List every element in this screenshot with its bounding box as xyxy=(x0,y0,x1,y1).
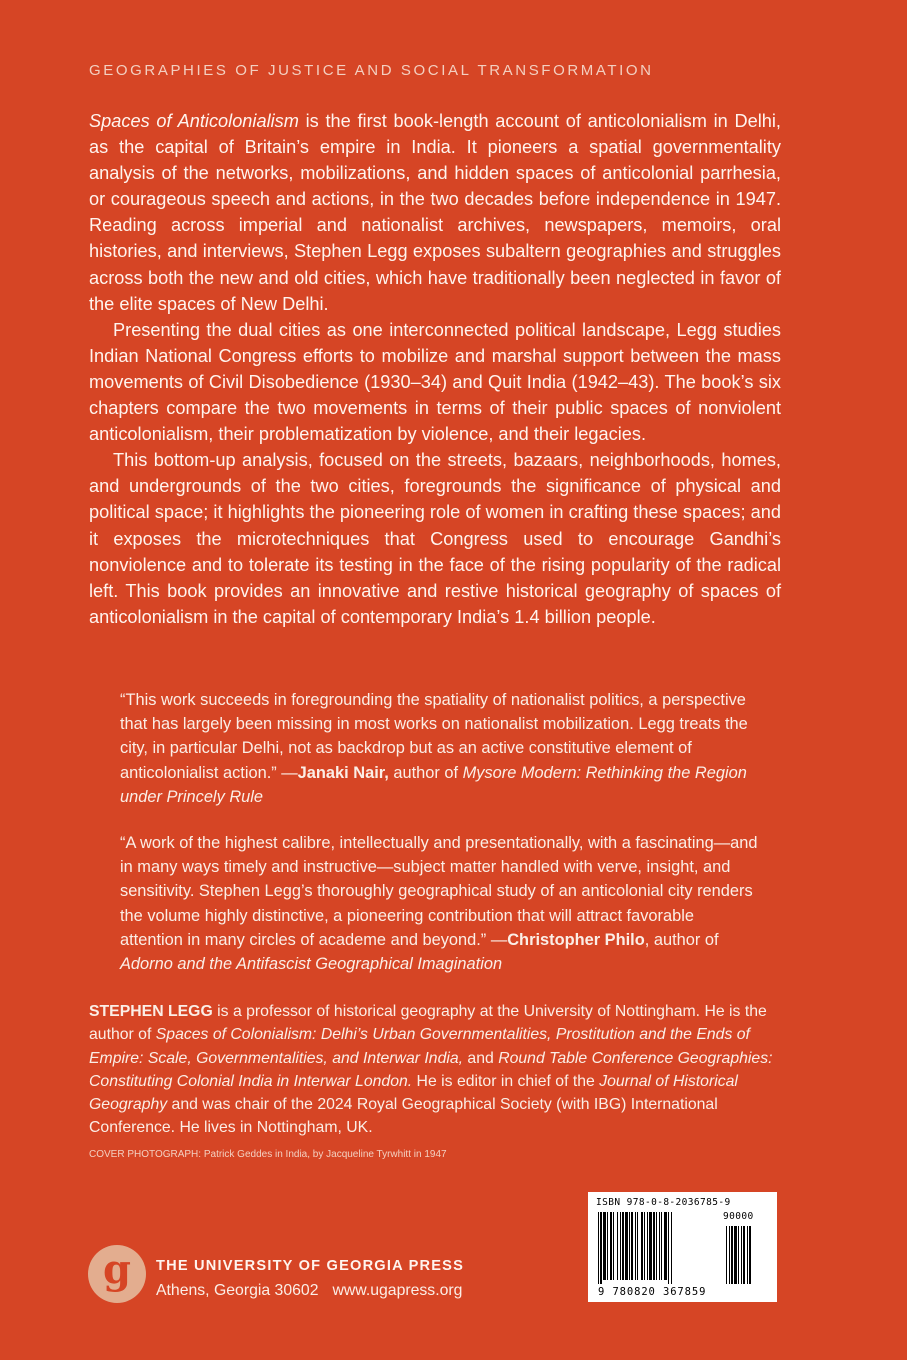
barcode-bar xyxy=(631,1212,633,1280)
barcode-addon-bar xyxy=(731,1226,733,1284)
book-title: Spaces of Anticolonialism xyxy=(89,111,299,131)
barcode-bar xyxy=(637,1212,638,1280)
description-paragraph-1: Spaces of Anticolonialism is the first book-length account of anticolonialism in Delhi, as the capital of Britain’s empire in India. It pioneers a spatial governmentality analysis of the networks, mobilizations, and hidden spaces of anticolonial parrhesia, or courageous speech and actions, in the two decades before independence in 1947. Reading across imperial and nationalist archives, newspapers, memoirs, oral histories, and interviews, Stephen Legg exposes subaltern geographies and struggles across both the new and old cities, which have traditionally been neglected in favor of the elite spaces of New Delhi. xyxy=(89,111,781,314)
publisher-address: Athens, Georgia 30602 www.ugapress.org xyxy=(156,1282,463,1299)
barcode-addon-bar xyxy=(741,1226,742,1284)
book-description xyxy=(89,108,781,630)
barcode-bar xyxy=(647,1212,648,1280)
barcode-bars xyxy=(596,1212,771,1284)
author-bio: STEPHEN LEGG is a professor of historical geography at the University of Nottingham. He is the author of Spaces of Colonialism: Delhi’s Urban Governmentalities, Prostitution and the Ends of Empire: Scale, Governmentalities, and Interwar India, and Round Table Conference Geographies: Constituting Colonial India in Interwar London. He is editor in chief of the Journal of Historical Geography and was chair of the 2024 Royal Geographical Society (with IBG) International Conference. He lives in Nottingham, UK. xyxy=(89,1003,773,1137)
isbn-label: ISBN 978-0-8-2036785-9 xyxy=(596,1197,731,1208)
barcode-addon-bar xyxy=(749,1226,751,1284)
barcode-bar xyxy=(664,1212,667,1280)
barcode-bar xyxy=(622,1212,624,1280)
barcode-bar xyxy=(603,1212,606,1280)
svg-text:g: g xyxy=(103,1246,131,1293)
barcode-addon-bar xyxy=(747,1226,748,1284)
barcode-addon-bar xyxy=(726,1226,727,1284)
barcode-addon-bar xyxy=(743,1226,745,1284)
barcode-bar xyxy=(668,1212,669,1284)
endorser-name: Christopher Philo xyxy=(507,930,645,949)
barcode-bar xyxy=(625,1212,628,1280)
endorsement-quote: “A work of the highest calibre, intellectually and presentationally, with a fascinating—and in many ways timely and instructive—subject matter handled with verve, insight, and sensitivity. Stephen Legg’s thoroughly geographical study of an anticolonial city renders the volume highly distinctive, a pioneering contribution that will attract favorable attention in many circles of academe and beyond.” —Christopher Philo, author of Adorno and the Antifascist Geographical Imagination xyxy=(120,834,758,974)
barcode-bar xyxy=(600,1212,602,1284)
barcode-bar xyxy=(610,1212,612,1280)
isbn-barcode xyxy=(588,1192,777,1302)
author-name: STEPHEN LEGG xyxy=(89,1003,213,1020)
publisher-logo-icon xyxy=(88,1245,146,1303)
barcode-bar xyxy=(635,1212,636,1280)
barcode-bar xyxy=(617,1212,618,1280)
endorsement-quote: “This work succeeds in foregrounding the spatiality of nationalist politics, a perspective that has largely been missing in most works on nationalist mobilization. Legg treats the city, in particular Delhi, not as backdrop but as an active constitutive element of anticolonialist action.” —Janaki Nair, author of Mysore Modern: Rethinking the Region under Princely Rule xyxy=(120,691,748,806)
barcode-bar xyxy=(607,1212,608,1280)
endorser-name: Janaki Nair, xyxy=(297,763,389,782)
barcode-bar xyxy=(613,1212,614,1280)
barcode-bar xyxy=(653,1212,655,1280)
barcode-digits: 9 780820 367859 xyxy=(598,1286,707,1298)
g-logo-mark xyxy=(88,1245,146,1303)
description-paragraph-2: Presenting the dual cities as one interconnected political landscape, Legg studies Indian National Congress efforts to mobilize and marshal support between the mass movements of Civil Disobedience (1930–34) and Quit India (1942–43). The book’s six chapters compare the two movements in terms of their public spaces of nonviolent anticolonialism, their problematization by violence, and their legacies. xyxy=(89,319,781,445)
cover-photo-credit: COVER PHOTOGRAPH: Patrick Geddes in India, by Jacqueline Tyrwhitt in 1947 xyxy=(89,1149,447,1160)
barcode-bar xyxy=(649,1212,652,1280)
barcode-bar xyxy=(644,1212,645,1280)
barcode-bar xyxy=(620,1212,621,1280)
barcode-bar xyxy=(671,1212,672,1284)
publisher-name: THE UNIVERSITY OF GEORGIA PRESS xyxy=(156,1258,465,1274)
barcode-bar xyxy=(641,1212,643,1280)
barcode-bar xyxy=(629,1212,630,1280)
barcode-addon-bar xyxy=(734,1226,737,1284)
barcode-addon-bar xyxy=(738,1226,739,1284)
endorser-book: Adorno and the Antifascist Geographical Imagination xyxy=(120,955,503,974)
barcode-bar xyxy=(656,1212,657,1280)
endorser-book: Mysore Modern: Rethinking the Region under Princely Rule xyxy=(120,763,747,806)
publisher-url[interactable]: www.ugapress.org xyxy=(332,1282,463,1299)
barcode-bar xyxy=(661,1212,662,1280)
barcode-addon: 90000 xyxy=(723,1211,754,1222)
series-title: GEOGRAPHIES OF JUSTICE AND SOCIAL TRANSFORMATION xyxy=(89,62,654,79)
barcode-bar xyxy=(598,1212,599,1284)
description-paragraph-3: This bottom-up analysis, focused on the streets, bazaars, neighborhoods, homes, and undergrounds of the two cities, foregrounds the significance of physical and political space; it highlights the pioneering role of women in crafting these spaces; and it exposes the microtechniques that Congress used to encourage Gandhi’s nonviolence and to tolerate its testing in the face of the rising popularity of the radical left. This book provides an innovative and restive historical geography of spaces of anticolonialism in the capital of contemporary India’s 1.4 billion people. xyxy=(89,450,781,627)
barcode-addon-bar xyxy=(729,1226,730,1284)
barcode-bar xyxy=(659,1212,660,1280)
